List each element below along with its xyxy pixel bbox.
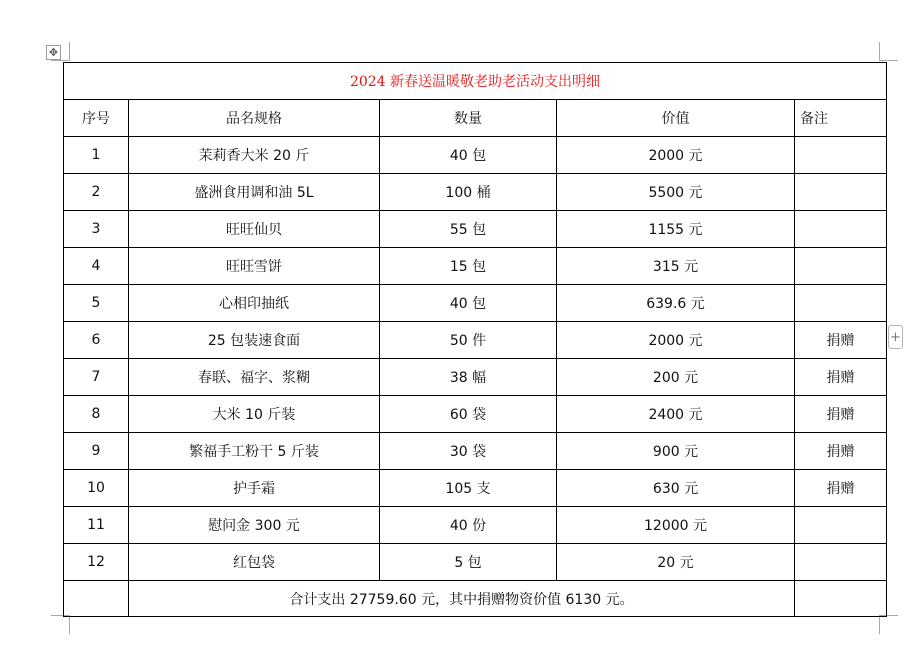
cell-note[interactable]: 捐赠 xyxy=(795,359,887,396)
cell-item[interactable]: 红包袋 xyxy=(129,544,380,581)
cell-note[interactable] xyxy=(795,544,887,581)
cell-note[interactable] xyxy=(795,248,887,285)
table-row xyxy=(64,507,887,544)
cell-qty[interactable]: 30 袋 xyxy=(380,433,557,470)
table-row xyxy=(64,433,887,470)
table-move-icon[interactable]: ✥ xyxy=(46,45,61,60)
header-item[interactable]: 品名规格 xyxy=(129,100,380,137)
cell-no[interactable]: 3 xyxy=(64,211,129,248)
cell-value[interactable]: 630 元 xyxy=(557,470,795,507)
cell-item[interactable]: 大米 10 斤装 xyxy=(129,396,380,433)
cell-no[interactable]: 10 xyxy=(64,470,129,507)
table-row xyxy=(64,248,887,285)
total-empty-cell[interactable] xyxy=(64,581,129,617)
cell-qty[interactable]: 50 件 xyxy=(380,322,557,359)
cell-item[interactable]: 护手霜 xyxy=(129,470,380,507)
cell-no[interactable]: 12 xyxy=(64,544,129,581)
cell-note[interactable] xyxy=(795,174,887,211)
cell-note[interactable]: 捐赠 xyxy=(795,470,887,507)
header-qty[interactable]: 数量 xyxy=(380,100,557,137)
cell-note[interactable]: 捐赠 xyxy=(795,396,887,433)
cell-item[interactable]: 旺旺仙贝 xyxy=(129,211,380,248)
cell-qty[interactable]: 55 包 xyxy=(380,211,557,248)
page-corner-top-right xyxy=(879,42,898,61)
table-row xyxy=(64,396,887,433)
cell-note[interactable] xyxy=(795,137,887,174)
cell-value[interactable]: 1155 元 xyxy=(557,211,795,248)
table-title[interactable]: 2024 新春送温暖敬老助老活动支出明细 xyxy=(64,63,887,100)
cell-qty[interactable]: 5 包 xyxy=(380,544,557,581)
cell-qty[interactable]: 40 份 xyxy=(380,507,557,544)
cell-no[interactable]: 2 xyxy=(64,174,129,211)
cell-item[interactable]: 旺旺雪饼 xyxy=(129,248,380,285)
cell-value[interactable]: 2000 元 xyxy=(557,322,795,359)
table-row xyxy=(64,470,887,507)
table-row xyxy=(64,211,887,248)
cell-qty[interactable]: 15 包 xyxy=(380,248,557,285)
cell-note[interactable] xyxy=(795,507,887,544)
table-row xyxy=(64,137,887,174)
expense-table xyxy=(63,62,887,617)
cell-qty[interactable]: 40 包 xyxy=(380,285,557,322)
page-corner-bottom-left xyxy=(51,615,70,634)
title-row xyxy=(64,63,887,100)
cell-value[interactable]: 639.6 元 xyxy=(557,285,795,322)
cell-value[interactable]: 2400 元 xyxy=(557,396,795,433)
cell-value[interactable]: 200 元 xyxy=(557,359,795,396)
cell-no[interactable]: 6 xyxy=(64,322,129,359)
header-value[interactable]: 价值 xyxy=(557,100,795,137)
table-row xyxy=(64,322,887,359)
cell-item[interactable]: 繁福手工粉干 5 斤装 xyxy=(129,433,380,470)
table-row xyxy=(64,544,887,581)
cell-no[interactable]: 9 xyxy=(64,433,129,470)
cell-no[interactable]: 5 xyxy=(64,285,129,322)
header-note[interactable]: 备注 xyxy=(795,100,887,137)
cell-item[interactable]: 25 包装速食面 xyxy=(129,322,380,359)
total-summary[interactable]: 合计支出 27759.60 元，其中捐赠物资价值 6130 元。 xyxy=(129,581,795,617)
cell-value[interactable]: 20 元 xyxy=(557,544,795,581)
cell-value[interactable]: 315 元 xyxy=(557,248,795,285)
header-row xyxy=(64,100,887,137)
table-row xyxy=(64,359,887,396)
cell-value[interactable]: 900 元 xyxy=(557,433,795,470)
cell-item[interactable]: 盛洲食用调和油 5L xyxy=(129,174,380,211)
cell-note[interactable]: 捐赠 xyxy=(795,433,887,470)
cell-no[interactable]: 11 xyxy=(64,507,129,544)
table-row xyxy=(64,174,887,211)
cell-value[interactable]: 12000 元 xyxy=(557,507,795,544)
total-note-cell[interactable] xyxy=(795,581,887,617)
cell-no[interactable]: 7 xyxy=(64,359,129,396)
cell-qty[interactable]: 100 桶 xyxy=(380,174,557,211)
cell-note[interactable] xyxy=(795,285,887,322)
page-corner-bottom-right xyxy=(879,615,898,634)
cell-qty[interactable]: 38 幅 xyxy=(380,359,557,396)
total-row xyxy=(64,581,887,617)
cell-note[interactable]: 捐赠 xyxy=(795,322,887,359)
table-row xyxy=(64,285,887,322)
cell-value[interactable]: 2000 元 xyxy=(557,137,795,174)
cell-item[interactable]: 春联、福字、浆糊 xyxy=(129,359,380,396)
cell-note[interactable] xyxy=(795,211,887,248)
cell-no[interactable]: 8 xyxy=(64,396,129,433)
cell-value[interactable]: 5500 元 xyxy=(557,174,795,211)
cell-item[interactable]: 茉莉香大米 20 斤 xyxy=(129,137,380,174)
cell-no[interactable]: 4 xyxy=(64,248,129,285)
cell-item[interactable]: 心相印抽纸 xyxy=(129,285,380,322)
cell-no[interactable]: 1 xyxy=(64,137,129,174)
cell-qty[interactable]: 105 支 xyxy=(380,470,557,507)
add-column-plus-icon[interactable]: + xyxy=(888,325,903,349)
cell-qty[interactable]: 40 包 xyxy=(380,137,557,174)
cell-item[interactable]: 慰问金 300 元 xyxy=(129,507,380,544)
header-no[interactable]: 序号 xyxy=(64,100,129,137)
cell-qty[interactable]: 60 袋 xyxy=(380,396,557,433)
